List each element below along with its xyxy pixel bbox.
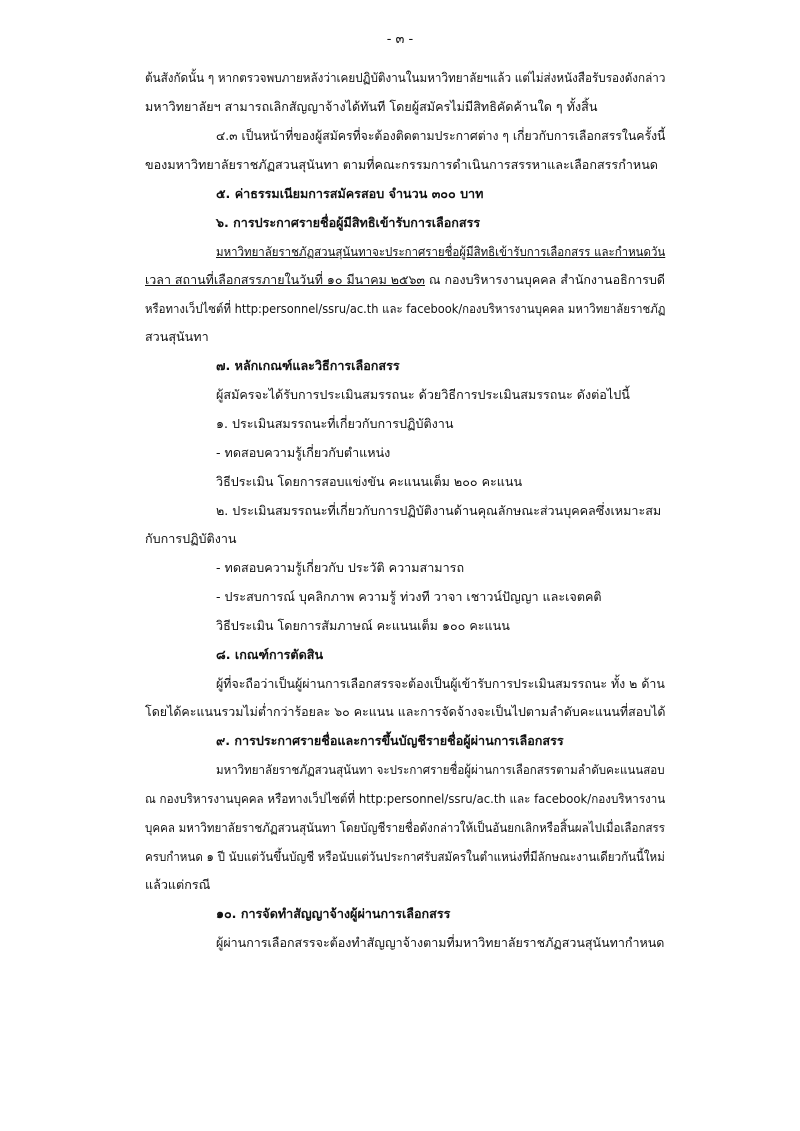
section-6-line-3: หรือทางเว็ปไซต์ที่ http:personnel/ssru/ac.th และ facebook/กองบริหารงานบุคคล มหาวิทยาลัยราชภัฏ: [145, 301, 666, 316]
section-6-heading: ๖. การประกาศรายชื่อผู้มีสิทธิเข้ารับการเลือกสรร: [216, 215, 481, 230]
section-7-point-2-item-2: - ประสบการณ์ บุคลิกภาพ ความรู้ ท่วงที วาจา เชาวน์ปัญญา และเจตคติ: [216, 589, 602, 604]
section-9-line-3: บุคคล มหาวิทยาลัยราชภัฏสวนสุนันทา โดยบัญชีรายชื่อดังกล่าวให้เป็นอันยกเลิกหรือสิ้นผลไปเมื่อเลือกสรร: [145, 820, 665, 835]
section-9-line-2: ณ กองบริหารงานบุคคล หรือทางเว็ปไซต์ที่ http:personnel/ssru/ac.th และ facebook/กองบริหารงาน: [145, 791, 666, 806]
section-9-heading: ๙. การประกาศรายชื่อและการขึ้นบัญชีรายชื่อผู้ผ่านการเลือกสรร: [216, 733, 564, 748]
section-7-point-2-line-2: กับการปฏิบัติงาน: [145, 531, 237, 546]
continued-text-line-2: มหาวิทยาลัยฯ สามารถเลิกสัญญาจ้างได้ทันที โดยผู้สมัครไม่มีสิทธิคัดค้านใด ๆ ทั้งสิ้น: [145, 99, 598, 114]
section-9-line-1: มหาวิทยาลัยราชภัฏสวนสุนันทา จะประกาศรายชื่อผู้ผ่านการเลือกสรรตามลำดับคะแนนสอบ: [216, 762, 665, 777]
section-5-heading: ๕. ค่าธรรมเนียมการสมัครสอบ จำนวน ๓๐๐ บาท: [216, 186, 484, 201]
page-number: - ๓ -: [386, 32, 414, 47]
section-6-location: ณ กองบริหารงานบุคคล สำนักงานอธิการบดี: [424, 272, 666, 287]
section-6-line-4: สวนสุนันทา: [145, 329, 209, 344]
section-7-point-1-item: - ทดสอบความรู้เกี่ยวกับตำแหน่ง: [216, 445, 391, 460]
section-9-line-5: แล้วแต่กรณี: [145, 877, 211, 892]
item-4-3-line-1: ๔.๓ เป็นหน้าที่ของผู้สมัครที่จะต้องติดตามประกาศต่าง ๆ เกี่ยวกับการเลือกสรรในครั้งนี้: [216, 128, 666, 143]
section-10-line-1: ผู้ผ่านการเลือกสรรจะต้องทำสัญญาจ้างตามที่มหาวิทยาลัยราชภัฏสวนสุนันทากำหนด: [216, 935, 665, 950]
section-8-line-2: โดยได้คะแนนรวมไม่ต่ำกว่าร้อยละ ๖๐ คะแนน และการจัดจ้างจะเป็นไปตามลำดับคะแนนที่สอบได้: [145, 704, 666, 719]
section-10-heading: ๑๐. การจัดทำสัญญาจ้างผู้ผ่านการเลือกสรร: [216, 906, 451, 921]
item-4-3-line-2: ของมหาวิทยาลัยราชภัฏสวนสุนันทา ตามที่คณะกรรมการดำเนินการสรรหาและเลือกสรรกำหนด: [145, 157, 658, 172]
section-7-point-1-method: วิธีประเมิน โดยการสอบแข่งขัน คะแนนเต็ม ๒๐๐ คะแนน: [216, 474, 523, 489]
continued-text-line-1: ต้นสังกัดนั้น ๆ หากตรวจพบภายหลังว่าเคยปฏิบัติงานในมหาวิทยาลัยฯแล้ว แต่ไม่ส่งหนังสือรับรองดังกล่าว: [145, 70, 666, 85]
section-7-point-2-item-1: - ทดสอบความรู้เกี่ยวกับ ประวัติ ความสามารถ: [216, 560, 465, 575]
section-7-point-1: ๑. ประเมินสมรรถนะที่เกี่ยวกับการปฏิบัติงาน: [216, 416, 454, 431]
section-7-point-2-method: วิธีประเมิน โดยการสัมภาษณ์ คะแนนเต็ม ๑๐๐ คะแนน: [216, 618, 510, 633]
section-8-heading: ๘. เกณฑ์การตัดสิน: [216, 647, 324, 662]
section-6-line-2: [145, 274, 665, 287]
section-6-line-1: มหาวิทยาลัยราชภัฏสวนสุนันทาจะประกาศรายชื่อผู้มีสิทธิเข้ารับการเลือกสรร และกำหนดวัน: [216, 244, 666, 259]
section-7-point-2-line-1: ๒. ประเมินสมรรถนะที่เกี่ยวกับการปฏิบัติงานด้านคุณลักษณะส่วนบุคคลซึ่งเหมาะสม: [216, 503, 662, 518]
section-7-heading: ๗. หลักเกณฑ์และวิธีการเลือกสรร: [216, 358, 400, 373]
section-7-intro: ผู้สมัครจะได้รับการประเมินสมรรถนะ ด้วยวิธีการประเมินสมรรถนะ ดังต่อไปนี้: [216, 387, 630, 402]
section-9-line-4: ครบกำหนด ๑ ปี นับแต่วันขึ้นบัญชี หรือนับแต่วันประกาศรับสมัครในตำแหน่งที่มีลักษณะงานเดียวกันนี้ใหม่: [145, 849, 665, 864]
section-8-line-1: ผู้ที่จะถือว่าเป็นผู้ผ่านการเลือกสรรจะต้องเป็นผู้เข้ารับการประเมินสมรรถนะ ทั้ง ๒ ด้าน: [216, 676, 665, 691]
section-6-date-underlined: เวลา สถานที่เลือกสรรภายในวันที่ ๑๐ มีนาคม ๒๕๖๓: [145, 272, 425, 287]
